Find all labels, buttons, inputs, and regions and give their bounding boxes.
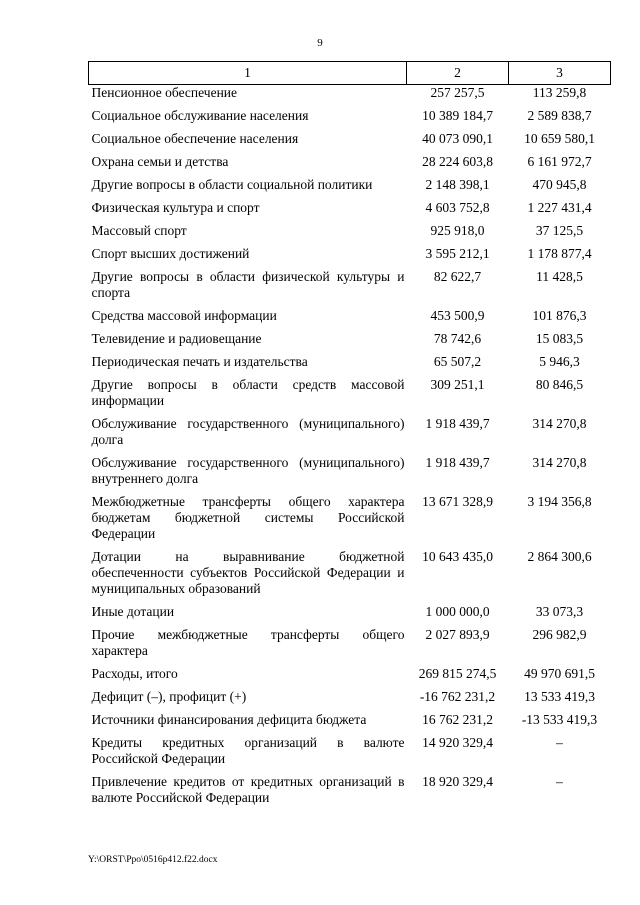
row-label: Пенсионное обеспечение xyxy=(91,85,238,100)
row-value-col3: 3 194 356,8 xyxy=(527,494,592,509)
row-value-col2: 1 000 000,0 xyxy=(425,604,490,619)
row-value-col2: 3 595 212,1 xyxy=(425,246,490,261)
row-label: Межбюджетные трансферты общего характера бюджетам бюджетной системы Российской Федерации xyxy=(91,494,405,541)
row-label: Дефицит (–), профицит (+) xyxy=(91,689,247,704)
table-row xyxy=(89,177,611,200)
row-value-col2: 78 742,6 xyxy=(433,331,482,346)
row-label: Другие вопросы в области социальной политики xyxy=(91,177,373,192)
row-value-col2: 925 918,0 xyxy=(430,223,485,238)
row-value-col3: – xyxy=(556,735,563,750)
table-row xyxy=(89,712,611,735)
row-value-col2: 1 918 439,7 xyxy=(425,455,490,470)
row-value-col3: – xyxy=(556,774,563,789)
row-label: Другие вопросы в области средств массовой информации xyxy=(91,377,405,408)
row-label: Прочие межбюджетные трансферты общего характера xyxy=(91,627,405,658)
row-label: Другие вопросы в области физической культуры и спорта xyxy=(91,269,405,300)
row-value-col3: 37 125,5 xyxy=(535,223,584,238)
column-header: 2 xyxy=(407,62,509,85)
row-value-col2: 2 148 398,1 xyxy=(425,177,490,192)
row-value-col2: 28 224 603,8 xyxy=(422,154,493,169)
table-row xyxy=(89,774,611,813)
row-value-col2: 14 920 329,4 xyxy=(422,735,493,750)
row-value-col2: 65 507,2 xyxy=(433,354,482,369)
row-label: Средства массовой информации xyxy=(91,308,277,323)
row-value-col3: 296 982,9 xyxy=(532,627,587,642)
row-value-col3: 1 178 877,4 xyxy=(527,246,592,261)
row-value-col3: 314 270,8 xyxy=(532,416,587,431)
row-value-col2: 453 500,9 xyxy=(430,308,485,323)
row-label: Источники финансирования дефицита бюджета xyxy=(91,712,367,727)
row-value-col3: 2 589 838,7 xyxy=(527,108,592,123)
table-row xyxy=(89,269,611,308)
row-value-col3: 470 945,8 xyxy=(532,177,587,192)
table-row xyxy=(89,627,611,666)
row-value-col2: 1 918 439,7 xyxy=(425,416,490,431)
row-value-col2: 16 762 231,2 xyxy=(422,712,493,727)
row-value-col2: -16 762 231,2 xyxy=(419,689,496,704)
row-value-col3: 13 533 419,3 xyxy=(524,689,595,704)
row-value-col2: 82 622,7 xyxy=(433,269,482,284)
row-value-col3: 6 161 972,7 xyxy=(527,154,592,169)
row-label: Обслуживание государственного (муниципального) долга xyxy=(91,416,405,447)
row-value-col3: 15 083,5 xyxy=(535,331,584,346)
row-label: Иные дотации xyxy=(91,604,175,619)
table-row xyxy=(89,666,611,689)
row-value-col2: 10 643 435,0 xyxy=(422,549,493,564)
table-row xyxy=(89,494,611,549)
table-row xyxy=(89,223,611,246)
row-label: Спорт высших достижений xyxy=(91,246,250,261)
row-value-col3: 2 864 300,6 xyxy=(527,549,592,564)
table-row xyxy=(89,154,611,177)
table-row xyxy=(89,689,611,712)
row-label: Социальное обслуживание населения xyxy=(91,108,309,123)
row-value-col2: 4 603 752,8 xyxy=(425,200,490,215)
table-row xyxy=(89,735,611,774)
budget-table xyxy=(88,61,611,813)
row-label: Периодическая печать и издательства xyxy=(91,354,308,369)
table-row xyxy=(89,85,611,109)
row-label: Охрана семьи и детства xyxy=(91,154,229,169)
table-row xyxy=(89,455,611,494)
row-value-col2: 40 073 090,1 xyxy=(422,131,493,146)
row-value-col2: 257 257,5 xyxy=(430,85,485,100)
row-value-col2: 2 027 893,9 xyxy=(425,627,490,642)
footer-file-path: Y:\ORST\Ppo\0516p412.f22.docx xyxy=(88,855,218,865)
row-value-col2: 18 920 329,4 xyxy=(422,774,493,789)
table-row xyxy=(89,416,611,455)
row-value-col3: 1 227 431,4 xyxy=(527,200,592,215)
table-row xyxy=(89,377,611,416)
row-value-col3: 80 846,5 xyxy=(535,377,584,392)
page-number: 9 xyxy=(317,37,323,49)
column-header: 1 xyxy=(89,62,407,85)
table-header-row xyxy=(89,62,611,85)
column-header: 3 xyxy=(509,62,611,85)
row-value-col2: 269 815 274,5 xyxy=(418,666,497,681)
row-value-col3: 11 428,5 xyxy=(536,269,583,284)
row-value-col3: 49 970 691,5 xyxy=(524,666,595,681)
row-label: Обслуживание государственного (муниципального) внутреннего долга xyxy=(91,455,405,486)
table-row xyxy=(89,131,611,154)
row-value-col3: 101 876,3 xyxy=(532,308,587,323)
row-label: Телевидение и радиовещание xyxy=(91,331,262,346)
row-label: Социальное обеспечение населения xyxy=(91,131,299,146)
table-row xyxy=(89,549,611,604)
table-row xyxy=(89,354,611,377)
table-row xyxy=(89,331,611,354)
row-value-col3: -13 533 419,3 xyxy=(521,712,598,727)
row-label: Массовый спорт xyxy=(91,223,187,238)
table-row xyxy=(89,604,611,627)
row-value-col3: 10 659 580,1 xyxy=(524,131,595,146)
row-label: Физическая культура и спорт xyxy=(91,200,260,215)
table-row xyxy=(89,308,611,331)
row-label: Дотации на выравнивание бюджетной обеспеченности субъектов Российской Федерации и муниципальных образований xyxy=(91,549,405,596)
table-row xyxy=(89,200,611,223)
row-label: Привлечение кредитов от кредитных организаций в валюте Российской Федерации xyxy=(91,774,405,805)
row-value-col2: 13 671 328,9 xyxy=(422,494,493,509)
row-value-col3: 33 073,3 xyxy=(535,604,584,619)
row-label: Расходы, итого xyxy=(91,666,178,681)
table-row xyxy=(89,246,611,269)
row-value-col3: 314 270,8 xyxy=(532,455,587,470)
row-value-col3: 113 259,8 xyxy=(532,85,587,100)
row-value-col3: 5 946,3 xyxy=(539,354,580,369)
row-value-col2: 10 389 184,7 xyxy=(422,108,493,123)
table-row xyxy=(89,108,611,131)
row-label: Кредиты кредитных организаций в валюте Российской Федерации xyxy=(91,735,405,766)
row-value-col2: 309 251,1 xyxy=(430,377,485,392)
